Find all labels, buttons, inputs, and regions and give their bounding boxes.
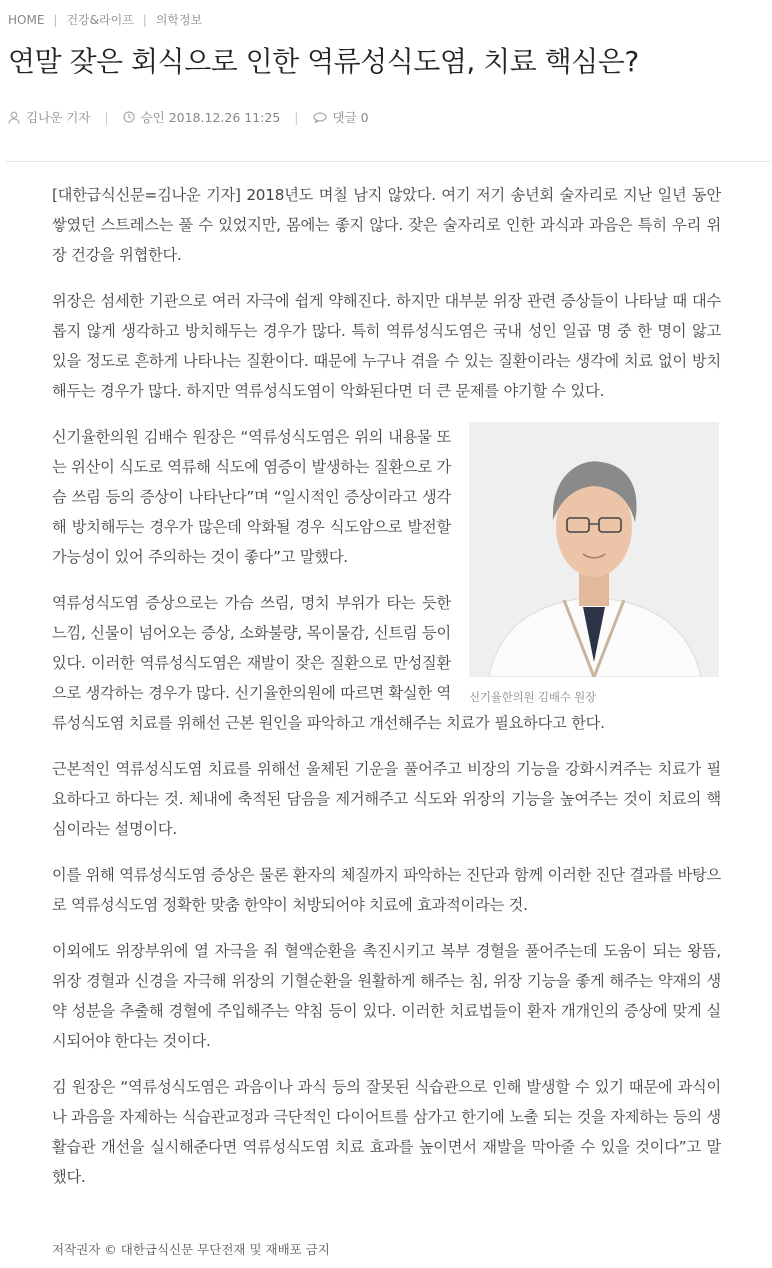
article-figure [469,422,721,705]
page-title: 연말 잦은 회식으로 인한 역류성식도염, 치료 핵심은? [8,45,639,78]
comment-count: 댓글 0 [332,110,369,125]
paragraph: 위장은 섬세한 기관으로 여러 자극에 쉽게 약해진다. 하지만 대부분 위장 관련 증상들이 나타날 때 대수롭지 않게 생각하고 방치해두는 경우가 많다. 특히 역류성식도염은 국내 성인 일곱 명 중 한 명이 앓고 있을 정도로 흔하게 나타나는 질환이다. 때문에 누구나 겪을 수 있는 질환이라는 생각에 치료 없이 방치해두는 경우가 많다. 하지만 역류성식도염이 악화된다면 더 큰 문제를 야기할 수 있다. [52,292,721,400]
article-body [52,180,721,1208]
paragraph: 역류성식도염 증상으로는 가슴 쓰림, 명치 부위가 타는 듯한 느낌, 신물이 넘어오는 증상, 소화불량, 목이물감, 신트림 등이 있다. 이러한 역류성식도염은 재발이 잦은 질환으로 만성질환으로 생각하는 경우가 많다. 신기율한의원에 따르면 확실한 역류성식도염 치료를 위해선 근본 원인을 파악하고 개선해주는 치료가 필요하다고 한다. [52,594,605,732]
photo-caption: 신기율한의원 김배수 원장 [469,690,596,704]
published-date: 승인 2018.12.26 11:25 [140,110,281,125]
paragraph: 이외에도 위장부위에 열 자극을 줘 혈액순환을 촉진시키고 복부 경혈을 풀어주는데 도움이 되는 왕뜸, 위장 경혈과 신경을 자극해 위장의 기혈순환을 원활하게 해주는 침, 위장 기능을 좋게 해주는 약재의 생약 성분을 추출해 경혈에 주입해주는 약침 등이 있다. 이러한 치료법들이 환자 개개인의 증상에 맞게 실시되어야 한다는 것이다. [52,942,721,1050]
paragraph: 김 원장은 “역류성식도염은 과음이나 과식 등의 잘못된 식습관으로 인해 발생할 수 있기 때문에 과식이나 과음을 자제하는 식습관교정과 극단적인 다이어트를 삼가고 한기에 노출 되는 것을 자제하는 등의 생활습관 개선을 실시해준다면 역류성식도염 치료 효과를 높이면서 재발을 막아줄 수 있을 것이다”고 말했다. [52,1078,721,1186]
paragraph: 이를 위해 역류성식도염 증상은 물론 환자의 체질까지 파악하는 진단과 함께 이러한 진단 결과를 바탕으로 역류성식도염 정확한 맞춤 한약이 처방되어야 치료에 효과적이라는 것. [52,866,721,914]
breadcrumb-separator: | [53,12,58,27]
comments-link[interactable] [313,108,369,126]
clock-icon [123,111,135,123]
author-info [8,108,90,126]
copyright-notice: 저작권자 © 대한급식신문 무단전재 및 재배포 금지 [52,1242,330,1257]
author-name: 김나운 기자 [26,110,91,125]
breadcrumb-category-link[interactable]: 건강&라이프 [66,13,134,27]
doctor-photo [469,422,719,677]
meta-divider: | [104,109,109,125]
date-info [123,108,281,126]
breadcrumb-separator: | [142,12,147,27]
comment-icon [313,112,327,123]
user-icon [8,111,20,124]
paragraph: 신기율한의원 김배수 원장은 “역류성식도염은 위의 내용물 또는 위산이 식도로 역류해 식도에 염증이 발생하는 질환으로 가슴 쓰림 등의 증상이 나타난다”며 “일시적인 증상이라고 생각해 방치해두는 경우가 많은데 악화될 경우 식도암으로 발전할 가능성이 있어 주의하는 것이 좋다”고 말했다. [52,428,451,566]
meta-divider: | [294,109,299,125]
article-meta [8,108,369,126]
paragraph: [대한급식신문=김나운 기자] 2018년도 며칠 남지 않았다. 여기 저기 송년회 술자리로 지난 일년 동안 쌓였던 스트레스는 풀 수 있었지만, 몸에는 좋지 않다. 잦은 술자리로 인한 과식과 과음은 특히 우리 위장 건강을 위협한다. [52,186,721,264]
header-divider [6,161,770,162]
breadcrumb-home-link[interactable]: HOME [8,12,45,27]
paragraph: 근본적인 역류성식도염 치료를 위해선 울체된 기운을 풀어주고 비장의 기능을 강화시켜주는 치료가 필요하다고 하다는 것. 체내에 축적된 담음을 제거해주고 식도와 위장의 기능을 높여주는 것이 치료의 핵심이라는 설명이다. [52,760,721,838]
breadcrumb-subcategory-link[interactable]: 의학정보 [155,13,203,27]
breadcrumb [8,11,202,28]
